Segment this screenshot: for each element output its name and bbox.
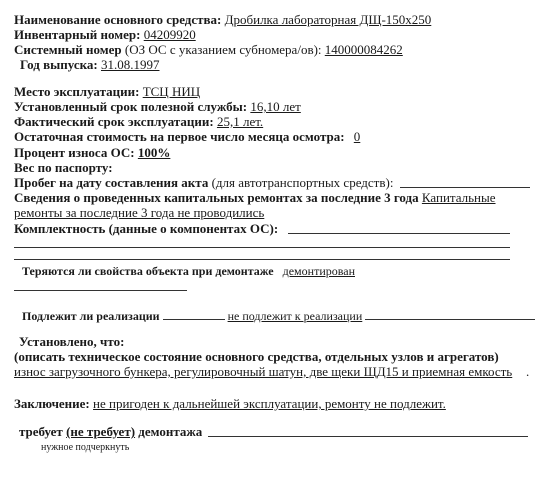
conclusion-value: не пригоден к дальнейшей эксплуатации, ремонту не подлежит.	[93, 396, 446, 411]
dismantle-row	[22, 264, 385, 279]
requirement-word-not-requires: (не требует)	[66, 424, 136, 439]
requirement-blank-line	[208, 436, 528, 437]
system-number-row	[14, 42, 403, 57]
residual-row	[14, 129, 366, 144]
findings-hint: (описать техническое состояние основного средства, отдельных узлов и агрегатов)	[14, 349, 499, 364]
findings-label: Установлено, что:	[19, 334, 125, 349]
mileage-row	[14, 175, 393, 190]
location-value: ТСЦ НИЦ	[142, 84, 201, 99]
completeness-label: Комплектность (данные о компонентах ОС):	[14, 221, 279, 236]
mileage-hint: (для автотранспортных средств):	[211, 175, 394, 190]
sale-value: не подлежит к реализации	[227, 309, 363, 323]
system-number-label: Системный номер	[14, 42, 122, 57]
requirement-note-row	[41, 440, 129, 455]
mileage-blank-line	[400, 187, 530, 188]
inventory-value: 04209920	[143, 27, 196, 42]
year-label: Год выпуска:	[20, 57, 98, 72]
findings-value: износ загрузочного бункера, регулировочный шатун, две щеки ЩД15 и приемная емкость	[14, 364, 513, 379]
asset-name-value: Дробилка лабораторная ДЩ-150х250	[224, 12, 432, 27]
sale-label: Подлежит ли реализации	[22, 309, 160, 323]
year-row	[20, 57, 159, 72]
mileage-label: Пробег на дату составления акта	[14, 175, 209, 190]
weight-label: Вес по паспорту:	[14, 160, 113, 175]
findings-trailing-dot: .	[526, 364, 530, 379]
service-life-value: 16,10 лет	[250, 99, 301, 114]
dismantle-label: Теряются ли свойства объекта при демонтаже	[22, 264, 274, 278]
completeness-line-3	[14, 259, 510, 260]
inventory-row	[14, 27, 196, 42]
weight-row	[14, 160, 113, 175]
system-number-hint: (ОЗ ОС с указанием субномера/ов):	[124, 42, 322, 57]
sale-blank-before	[163, 308, 225, 320]
repairs-row	[14, 190, 496, 205]
actual-life-value: 25,1 лет.	[216, 114, 264, 129]
repairs-row-continued	[14, 205, 264, 220]
wear-value: 100%	[137, 145, 171, 160]
repairs-value-1: Капитальные	[421, 190, 496, 205]
wear-row	[14, 145, 170, 160]
service-life-label: Установленный срок полезной службы:	[14, 99, 248, 114]
requirement-word-requires: требует	[19, 424, 63, 439]
completeness-row	[14, 221, 278, 236]
requirement-word-dismantle: демонтажа	[138, 424, 203, 439]
actual-life-label: Фактический срок эксплуатации:	[14, 114, 214, 129]
conclusion-row	[14, 396, 446, 411]
sale-row	[22, 308, 535, 324]
residual-value: 0	[353, 129, 361, 144]
dismantle-value: демонтирован	[282, 264, 355, 278]
residual-label: Остаточная стоимость на первое число месяца осмотра:	[14, 129, 345, 144]
actual-life-row	[14, 114, 263, 129]
completeness-line-2	[14, 247, 510, 248]
findings-value-row	[14, 364, 512, 379]
system-number-value: 140000084262	[324, 42, 403, 57]
asset-name-row	[14, 12, 431, 27]
dismantle-blank-line	[14, 290, 187, 291]
findings-hint-row	[14, 349, 499, 364]
requirement-row	[19, 424, 202, 439]
location-row	[14, 84, 200, 99]
year-value: 31.08.1997	[100, 57, 160, 72]
findings-label-row	[19, 334, 124, 349]
sale-blank-after	[365, 308, 535, 320]
conclusion-label: Заключение:	[14, 396, 90, 411]
location-label: Место эксплуатации:	[14, 84, 140, 99]
inventory-label: Инвентарный номер:	[14, 27, 141, 42]
wear-label: Процент износа ОС:	[14, 145, 135, 160]
service-life-row	[14, 99, 301, 114]
repairs-label: Сведения о проведенных капитальных ремонтах за последние 3 года	[14, 190, 419, 205]
requirement-note: нужное подчеркнуть	[41, 442, 130, 453]
repairs-value-2: ремонты за последние 3 года не проводились	[14, 205, 265, 220]
asset-name-label: Наименование основного средства:	[14, 12, 222, 27]
completeness-blank-line	[288, 233, 510, 234]
